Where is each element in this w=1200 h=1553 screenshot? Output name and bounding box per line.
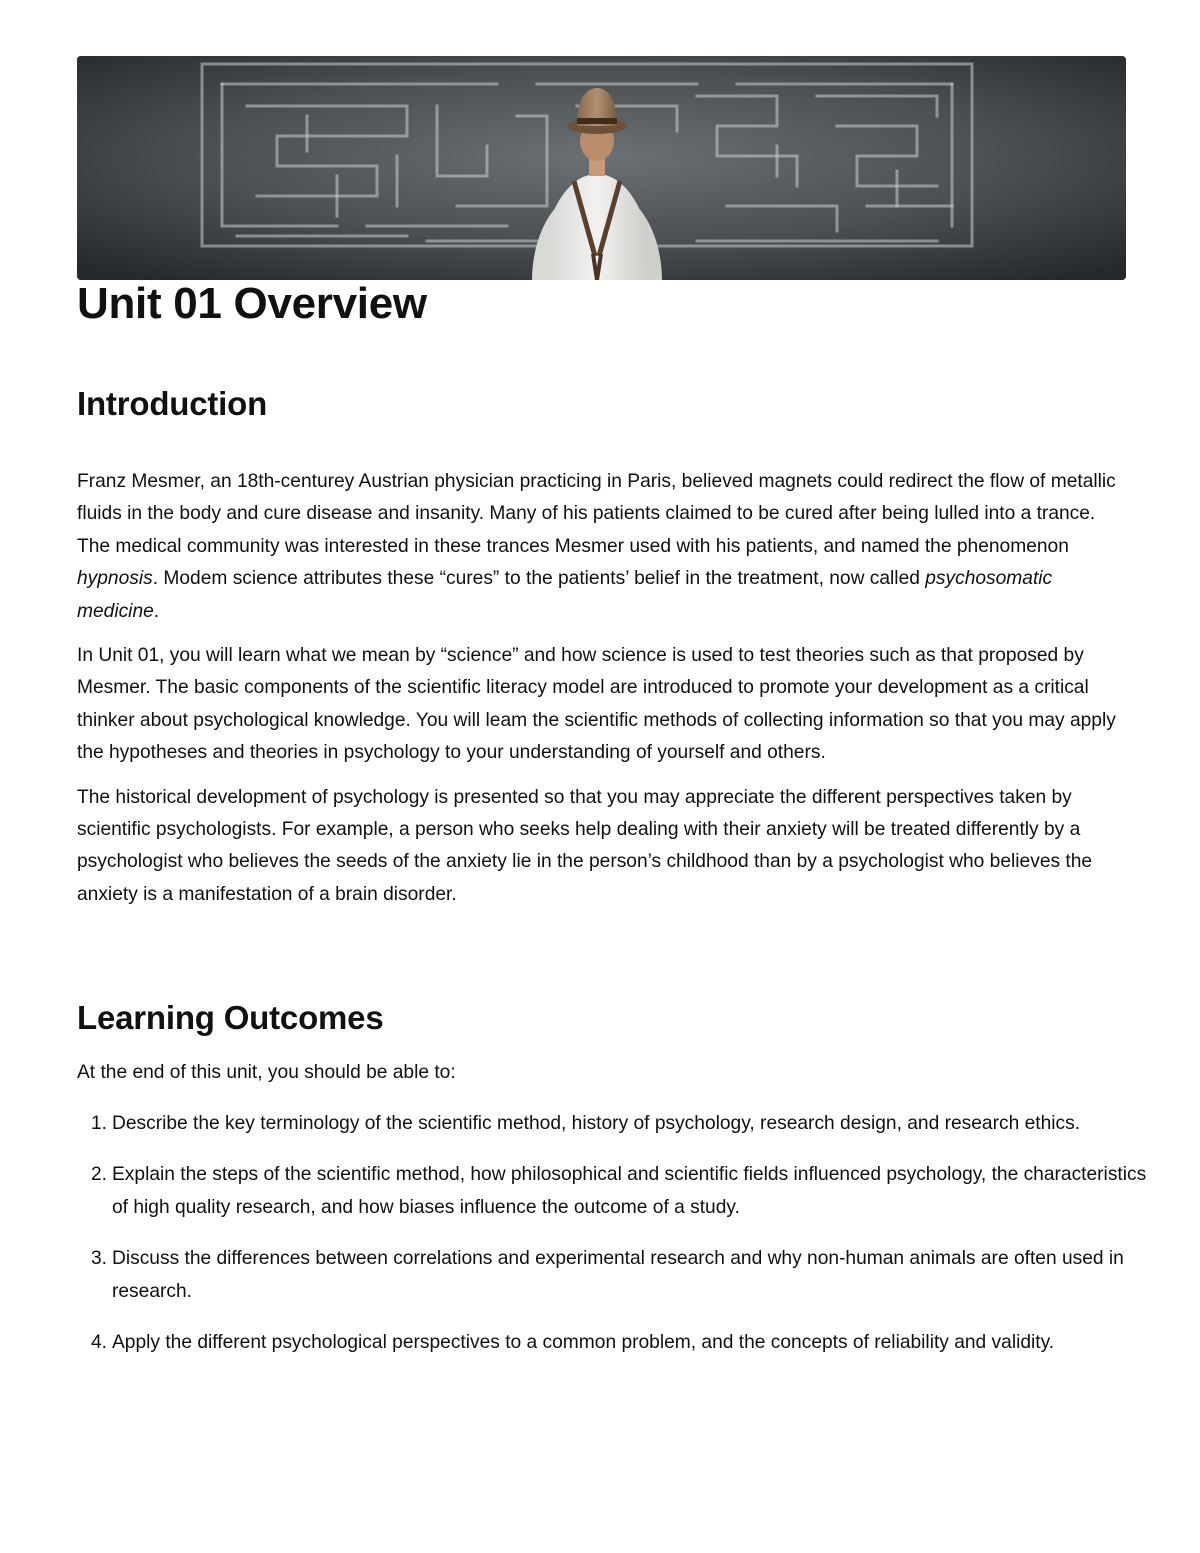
outcomes-lead-text: At the end of this unit, you should be able to: bbox=[77, 1062, 456, 1083]
list-item-text: Discuss the differences between correlations and experimental research and why non-human animals are often used in research. bbox=[112, 1248, 1124, 1302]
list-item-text: Describe the key terminology of the scientific method, history of psychology, research design, and research ethics. bbox=[112, 1113, 1081, 1134]
page-title: Unit 01 Overview bbox=[77, 279, 427, 328]
introduction-body bbox=[77, 466, 1129, 923]
list-item-number: 1. bbox=[90, 1113, 107, 1134]
document-page bbox=[77, 56, 1147, 1354]
intro-paragraph-1 bbox=[77, 466, 1129, 628]
term-hypnosis: hypnosis bbox=[77, 568, 153, 590]
intro-paragraph-2: In Unit 01, you will learn what we mean by “science” and how science is used to test theories such as that proposed by Mesmer. The basic components of the scientific literacy model are introduced to promote your development as a critical thinker about psychological knowledge. You will leam the scientific methods of collecting information so that you may apply the hypotheses and theories in psychology to your understanding of yourself and others. bbox=[77, 645, 1116, 764]
list-item bbox=[90, 1243, 1161, 1308]
maze-man-photo-icon bbox=[77, 56, 1126, 280]
list-item-number: 4. bbox=[90, 1332, 107, 1354]
list-item-number: 2. bbox=[90, 1164, 107, 1186]
intro-paragraph-3: The historical development of psychology is presented so that you may appreciate the different perspectives taken by scientific psychologists. For example, a person who seeks help dealing with their anxiety will be treated differently by a psychologist who believes the seeds of the anxiety lie in the person’s childhood than by a psychologist who believes the anxiety is a manifestation of a brain disorder. bbox=[77, 786, 1093, 905]
outcomes-list bbox=[77, 1108, 1161, 1378]
intro-p1-text-a: Franz Mesmer, an 18th-centurey Austrian physician practicing in Paris, believed magnets could redirect the flow of metallic fluids in the body and cure disease and insanity. Many of his patients claimed to be cured after being lulled into a trance. The medical community was interested in these trances Mesmer used with his patients, and named the phenomenon bbox=[77, 471, 1116, 557]
intro-p1-text-b: . Modem science attributes these “cures” to the patients’ belief in the treatment, now called bbox=[152, 568, 926, 590]
learning-outcomes-heading: Learning Outcomes bbox=[77, 999, 384, 1036]
introduction-heading: Introduction bbox=[77, 385, 268, 422]
term-psychosomatic-medicine: psychosomatic medicine bbox=[77, 568, 1053, 622]
list-item bbox=[90, 1159, 1161, 1224]
list-item-text: Explain the steps of the scientific method, how philosophical and scientific fields influenced psychology, the characteristics of high quality research, and how biases influence the outcome of a study. bbox=[112, 1164, 1147, 1218]
banner-image bbox=[77, 56, 1126, 280]
intro-p1-text-c: . bbox=[153, 600, 160, 622]
list-item-number: 3. bbox=[90, 1248, 107, 1270]
list-item bbox=[90, 1327, 1161, 1359]
list-item bbox=[90, 1108, 1161, 1140]
list-item-text: Apply the different psychological perspectives to a common problem, and the concepts of reliability and validity. bbox=[112, 1332, 1055, 1354]
